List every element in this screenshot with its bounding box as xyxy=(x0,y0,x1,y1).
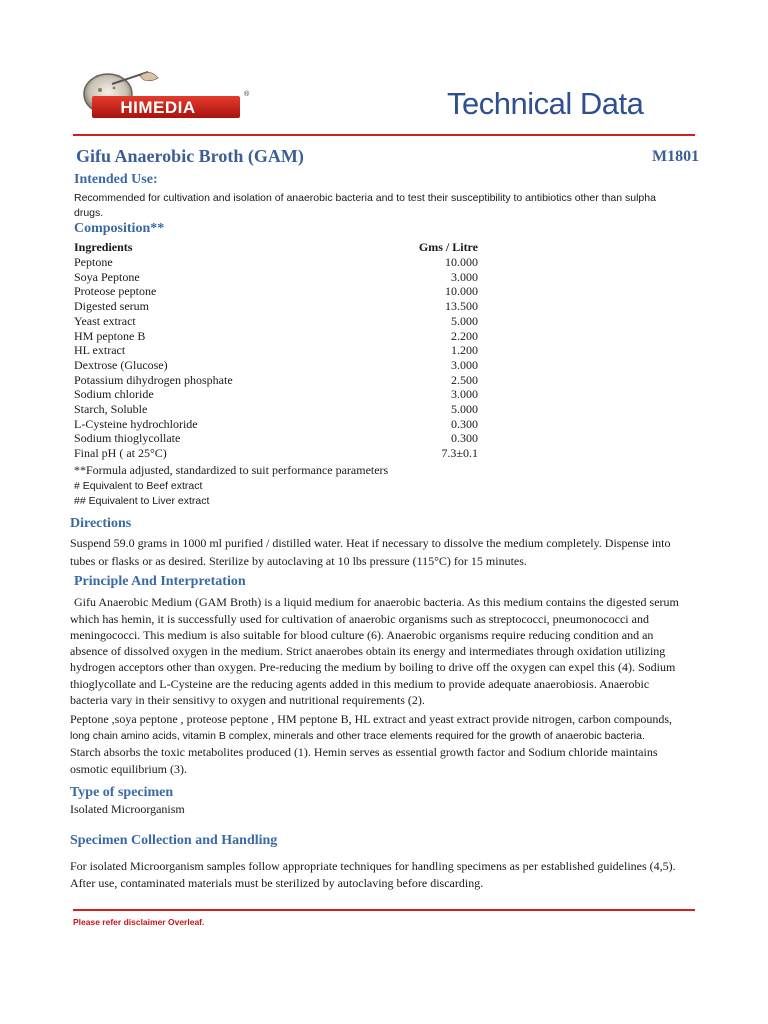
specimen-handling-line-2: After use, contaminated materials must be sterilized by autoclaving before discarding. xyxy=(70,876,484,890)
ingredient-row xyxy=(74,299,478,314)
ingredient-row xyxy=(74,373,478,388)
ingredient-row xyxy=(74,387,478,402)
specimen-type-value: Isolated Microorganism xyxy=(70,802,185,816)
svg-text:®: ® xyxy=(244,91,250,98)
ingredient-name: L-Cysteine hydrochloride xyxy=(74,416,198,431)
disclaimer-note: Please refer disclaimer Overleaf. xyxy=(73,917,205,927)
ingredient-amount: 3.000 xyxy=(451,387,478,402)
header-divider xyxy=(73,134,695,136)
ingredient-row xyxy=(74,402,478,417)
ingredient-name: Peptone xyxy=(74,255,113,269)
ingredient-amount: 0.300 xyxy=(451,416,478,431)
product-name: Gifu Anaerobic Broth (GAM) xyxy=(76,146,304,166)
header-title: Technical Data xyxy=(447,86,644,121)
principle-line: long chain amino acids, vitamin B complex, minerals and other trace elements required for the growth of anaerobic bacteria. xyxy=(70,730,645,742)
intended-use-line-1: Recommended for cultivation and isolation of anaerobic bacteria and to test their susceptibility to antibiotics other than sulpha xyxy=(74,192,656,204)
ingredient-amount: 10.000 xyxy=(445,284,478,299)
ingredient-name: Dextrose (Glucose) xyxy=(74,357,168,372)
principle-line: thioglycollate and L-Cysteine are the reducing agents added in this medium to provide adequate anaerobiosis. Anaerobic xyxy=(70,677,650,691)
directions-line-2: tubes or flasks or as desired. Sterilize by autoclaving at 10 lbs pressure (115°C) for 15 minutes. xyxy=(70,554,527,568)
intended-use-line-2: drugs. xyxy=(74,207,104,219)
composition-heading: Composition** xyxy=(74,221,165,236)
ingredient-row xyxy=(74,255,478,270)
ingredient-row xyxy=(74,417,478,432)
intended-use-heading: Intended Use: xyxy=(74,172,158,187)
logo-wordmark: HIMEDIA xyxy=(120,98,196,117)
principle-line: bacteria vary in their sensitivy to oxygen and nutritional requirements (2). xyxy=(70,693,425,707)
principle-line: which has hemin, it is successfully used for cultivation of anaerobic organisms such as streptococci, pneumonococci and xyxy=(70,612,649,626)
ingredient-amount: 2.500 xyxy=(451,372,478,387)
principle-line: Starch absorbs the toxic metabolites produced (1). Hemin serves as essential growth factor and Sodium chloride maintains xyxy=(70,745,658,759)
principle-line: Peptone ,soya peptone , proteose peptone , HM peptone B, HL extract and yeast extract provide nitrogen, carbon compounds, xyxy=(70,712,673,726)
ingredient-row xyxy=(74,343,478,358)
ingredient-amount: 0.300 xyxy=(451,431,478,446)
principle-line: absence of dissolved oxygen in the medium. Strict anaerobes obtain its energy and intermediates through oxidation utilizing xyxy=(70,644,666,658)
ingredient-row xyxy=(74,329,478,344)
specimen-handling-heading: Specimen Collection and Handling xyxy=(70,833,278,848)
principle-line: osmotic equilibrium (3). xyxy=(70,762,187,776)
product-code: M1801 xyxy=(652,148,700,165)
ingredient-name: Digested serum xyxy=(74,299,149,314)
ingredient-name: HL extract xyxy=(74,343,126,358)
ingredient-amount: 2.200 xyxy=(451,328,478,343)
ingredient-amount: 5.000 xyxy=(451,402,478,416)
ingredient-row xyxy=(74,431,478,446)
ingredient-name: Final pH ( at 25°C) xyxy=(74,446,167,461)
beef-extract-note: # Equivalent to Beef extract xyxy=(74,480,203,492)
ingredient-amount: 1.200 xyxy=(451,343,478,358)
footer-divider xyxy=(73,909,695,911)
ingredient-row xyxy=(74,270,478,285)
ingredient-amount: 3.000 xyxy=(451,357,478,372)
specimen-handling-line-1: For isolated Microorganism samples follow appropriate techniques for handling specimens as per established guidelines (4,5). xyxy=(70,859,676,873)
directions-line-1: Suspend 59.0 grams in 1000 ml purified / distilled water. Heat if necessary to dissolve the medium completely. Dispense into xyxy=(70,536,671,550)
principle-line: hydrogen acceptors other than oxygen. Pre-reducing the medium by boiling to drive off the oxygen can expel this (4). Sodium xyxy=(70,660,676,674)
ingredient-amount: 7.3±0.1 xyxy=(441,446,478,461)
himedia-logo xyxy=(78,70,253,128)
ingredient-name: Potassium dihydrogen phosphate xyxy=(74,372,233,387)
ingredient-name: Proteose peptone xyxy=(74,284,157,299)
formula-note: **Formula adjusted, standardized to suit performance parameters xyxy=(74,463,389,477)
amount-column-header: Gms / Litre xyxy=(418,240,478,254)
ingredient-name: Sodium chloride xyxy=(74,387,154,402)
ingredient-row xyxy=(74,446,478,461)
principle-line: meningococci. This medium is also suitable for blood culture (6). Anaerobic organisms require reducing condition and an xyxy=(70,628,654,642)
ingredient-name: Soya Peptone xyxy=(74,269,140,284)
ingredients-column-header: Ingredients xyxy=(74,240,133,254)
ingredient-name: Yeast extract xyxy=(74,313,136,328)
ingredient-row xyxy=(74,284,478,299)
ingredient-amount: 10.000 xyxy=(445,255,478,269)
ingredient-name: Starch, Soluble xyxy=(74,402,148,416)
ingredient-amount: 13.500 xyxy=(445,299,478,314)
ingredient-amount: 5.000 xyxy=(451,313,478,328)
ingredient-name: Sodium thioglycollate xyxy=(74,431,181,446)
liver-extract-note: ## Equivalent to Liver extract xyxy=(74,495,210,507)
specimen-type-heading: Type of specimen xyxy=(70,785,174,800)
principle-heading: Principle And Interpretation xyxy=(74,574,246,589)
ingredient-row xyxy=(74,314,478,329)
directions-heading: Directions xyxy=(70,516,132,531)
ingredient-name: HM peptone B xyxy=(74,328,146,343)
principle-line: Gifu Anaerobic Medium (GAM Broth) is a liquid medium for anaerobic bacteria. As this medium contains the digested serum xyxy=(74,595,679,609)
ingredient-amount: 3.000 xyxy=(451,269,478,284)
ingredient-row xyxy=(74,358,478,373)
